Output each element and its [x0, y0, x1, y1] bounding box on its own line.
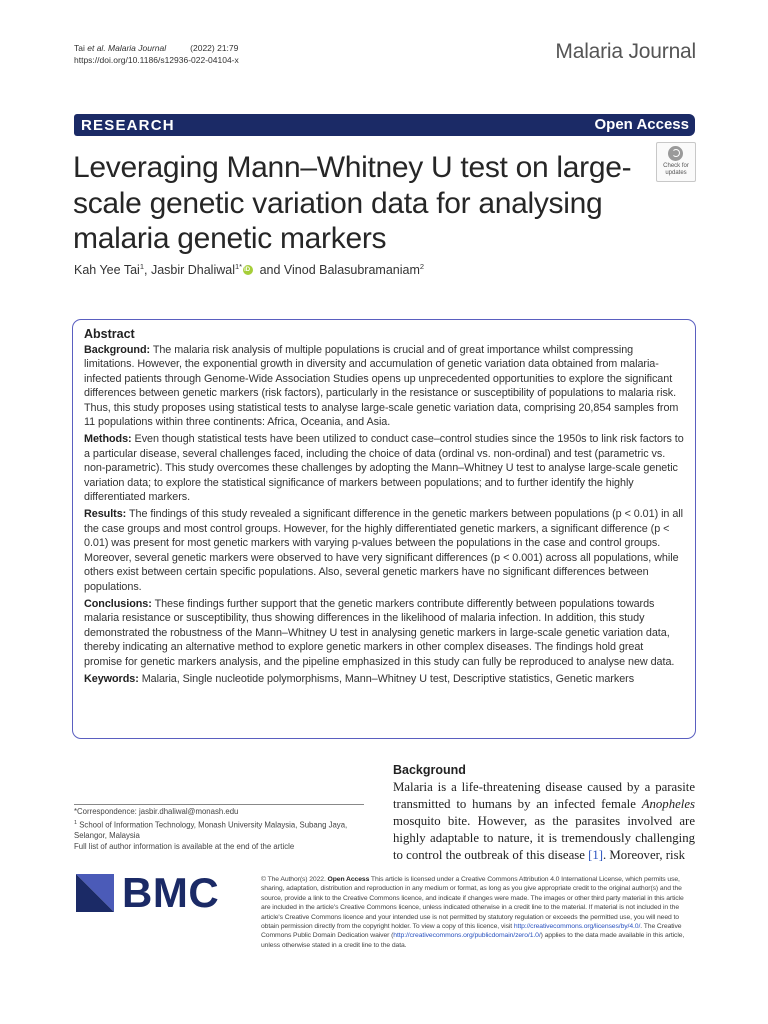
correspondence-footnote — [74, 804, 364, 853]
abstract-keywords: Keywords: Malaria, Single nucleotide polymorphisms, Mann–Whitney U test, Descriptive statistics, Genetic markers — [84, 672, 635, 685]
affiliation-marker: 1* — [235, 262, 243, 271]
bmc-logo-icon — [76, 874, 114, 912]
abstract-results: Results: The findings of this study revealed a significant difference in the genetic markers between populations (p < 0.01) in all the case groups and most control groups. However, for the highly differentiated genetic markers, a significant difference (p < 0.01) was present for most genetic markers with varying p-values between the populations in the case and control groups. Moreover, several genetic markers were observed to have very significant differences (p < 0.001) across all populations, while others exist between certain specific populations. Also, several genetic markers have no significant differences between populations. — [84, 508, 683, 593]
journal-name: Malaria Journal — [555, 40, 696, 63]
affiliation-marker: 1 — [139, 262, 144, 271]
license-link[interactable]: http://creativecommons.org/licenses/by/4.0/ — [513, 923, 641, 931]
citation-authors: Tai — [74, 43, 85, 53]
affiliation-marker: 2 — [419, 262, 425, 271]
reference-link[interactable]: [1] — [588, 848, 604, 862]
abstract-conclusions: Conclusions: These findings further support that the genetic markers contribute differently between populations towards malaria resistance or susceptibility, thus showing differences in the likelihood of malaria infection. In addition, this study demonstrated the robustness of the Mann–Whitney U test in analysing genetic markers in large-scale genetic variation data, thereby indicating an alternative method to explore genetic markers in other complex diseases. The findings hold great promise for genetic markers analysis, and the pipeline emphasized in this study can fully be reproduced to analyse new data. — [84, 597, 675, 668]
author-name[interactable]: Vinod Balasubramaniam — [283, 263, 420, 277]
article-type-label: RESEARCH — [81, 117, 175, 134]
citation-header — [74, 42, 239, 66]
abstract-heading: Abstract — [84, 327, 135, 341]
article-type-bar — [74, 114, 695, 136]
bmc-logo-text: BMC — [122, 869, 220, 916]
public-domain-link[interactable]: http://creativecommons.org/publicdomain/zero/1.0/ — [393, 932, 541, 940]
citation-journal: et al. Malaria Journal — [87, 43, 167, 53]
author-list: Kah Yee Tai$^1$, Jasbir Dhaliwal$^{1*}$iD and Vinod Balasubramaniam$^2$ — [74, 262, 424, 277]
abstract-background: Background: The malaria risk analysis of multiple populations is crucial and of great importance whilst compressing limitations. However, the exponential growth in diversity and accumulation of genetic variation data obtained from malaria-infected patients through Genome-Wide Association Studies opens up unprecedented opportunities to explore the significant differences between genetic markers (risk factors), particularly in the resistance or susceptibility of populations to malaria risk. Thus, this study proposes using statistical tests to analyse large-scale genetic variation data, comprising 20,854 samples from 11 populations within three continents: Africa, Oceania, and Asia. — [84, 344, 679, 429]
author-info-note: Full list of author information is available at the end of the article — [74, 841, 295, 851]
citation-year-volume: (2022) 21:79 — [190, 43, 239, 53]
species-name: Anopheles — [641, 797, 695, 811]
check-updates-icon — [668, 146, 683, 161]
author-name[interactable]: Kah Yee Tai — [74, 263, 140, 277]
abstract-methods: Methods: Even though statistical tests have been utilized to conduct case–control studies since the 1950s to link risk factors to a particular disease, several challenges faced, including the choice of data (ordinal vs. non-ordinal) and test (parametric vs. non-parametric). This study overcomes these challenges by adopting the Mann–Whitney U test to analyse large-scale genetic variation data; to explore the statistical significance of markers between populations; and to further identify the highly differentiated markers. — [84, 433, 684, 504]
correspondence-email[interactable]: *Correspondence: jasbir.dhaliwal@monash.edu — [74, 807, 239, 816]
section-heading-background: Background — [393, 763, 466, 777]
doi-link[interactable]: https://doi.org/10.1186/s12936-022-04104-x — [74, 55, 239, 65]
license-text: © The Author(s) 2022. Open Access This article is licensed under a Creative Commons Attribution 4.0 International License, which permits use, sharing, adaptation, distribution and reproduction in any medium or format, as long as you give appropriate credit to the original author(s) and the source, provide a link to the Creative Commons licence, and indicate if changes were made. The images or other third party material in this article are included in the article's Creative Commons licence, unless indicated otherwise in a credit line to the material. If material is not included in the article's Creative Commons licence and your intended use is not permitted by statutory regulation or exceeds the permitted use, you will need to obtain permission directly from the copyright holder. To view a copy of this licence, visit http://creativecommons.org/licenses/by/4.0/. The Creative Commons Public Domain Dedication waiver (http://creativecommons.org/publicdomain/zero/1.0/) applies to the data made available in this article, unless otherwise stated in a credit line to the data. — [261, 876, 685, 949]
affiliation-note: $^1$ School of Information Technology, Monash University Malaysia, Subang Jaya, Selangor, Malaysia — [74, 819, 348, 841]
body-paragraph: Malaria is a life-threatening disease caused by a parasite transmitted to humans by an infected female Anopheles mosquito bite. However, as the parasites involved are highly adaptable to nature, it is tremendously challenging to control the outbreak of this disease [1]. Moreover, risk — [393, 780, 695, 862]
check-updates-label: Check for updates — [663, 163, 689, 176]
author-name[interactable]: Jasbir Dhaliwal — [150, 263, 235, 277]
open-access-label: Open Access — [594, 116, 689, 133]
article-title: Leveraging Mann–Whitney U test on large-scale genetic variation data for analysing malaria genetic markers — [73, 151, 632, 255]
orcid-icon[interactable] — [243, 265, 253, 275]
citation-line — [74, 42, 239, 54]
abstract-box — [72, 319, 696, 739]
check-for-updates-badge[interactable] — [656, 142, 696, 182]
